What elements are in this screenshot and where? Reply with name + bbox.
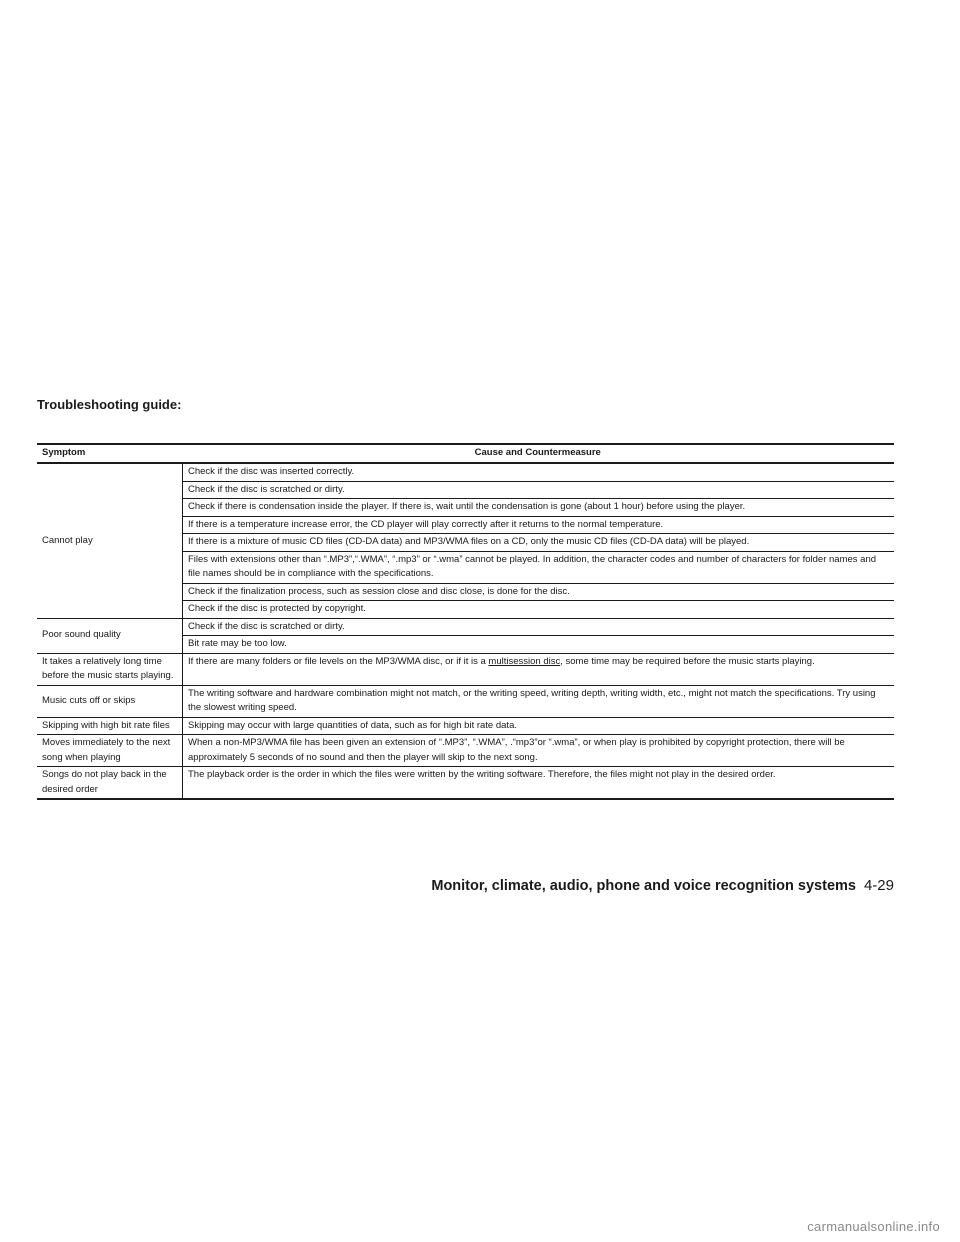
cause-cell: If there is a mixture of music CD files (CD-DA data) and MP3/WMA files on a CD, only the music CD files (CD-DA data) will be played. <box>183 534 895 552</box>
cause-cell: Skipping may occur with large quantities of data, such as for high bit rate data. <box>183 717 895 735</box>
troubleshooting-table <box>37 443 894 800</box>
table-row <box>37 717 894 735</box>
table-row <box>37 735 894 767</box>
symptom-cell: Poor sound quality <box>37 618 183 653</box>
symptom-column-header: Symptom <box>37 444 183 463</box>
watermark: carmanualsonline.info <box>807 1219 940 1234</box>
cause-text: If there are many folders or file levels on the MP3/WMA disc, or if it is a <box>188 655 489 667</box>
footer-title: Monitor, climate, audio, phone and voice recognition systems <box>431 878 856 894</box>
cause-cell <box>183 653 895 685</box>
table-row <box>37 685 894 717</box>
cause-cell: The writing software and hardware combination might not match, or the writing speed, writing depth, writing width, etc., might not match the specifications. Try using the slowest writing speed. <box>183 685 895 717</box>
table-row <box>37 767 894 800</box>
cause-cell: Check if the disc is protected by copyright. <box>183 601 895 619</box>
symptom-cell: Music cuts off or skips <box>37 685 183 717</box>
cause-cell: Check if the finalization process, such as session close and disc close, is done for the disc. <box>183 583 895 601</box>
cause-cell: Files with extensions other than “.MP3”,“.WMA”, “.mp3” or “.wma” cannot be played. In addition, the character codes and number of characters for folder names and file names should be in compliance with the specifications. <box>183 551 895 583</box>
symptom-cell: It takes a relatively long time before the music starts playing. <box>37 653 183 685</box>
cause-cell: Check if the disc is scratched or dirty. <box>183 481 895 499</box>
cause-cell: The playback order is the order in which the files were written by the writing software. Therefore, the files might not play in the desired order. <box>183 767 895 800</box>
cause-cell: Check if the disc is scratched or dirty. <box>183 618 895 636</box>
cause-cell: Check if the disc was inserted correctly. <box>183 463 895 481</box>
symptom-cell: Cannot play <box>37 463 183 618</box>
cause-cell: If there is a temperature increase error, the CD player will play correctly after it returns to the normal temperature. <box>183 516 895 534</box>
symptom-cell: Skipping with high bit rate files <box>37 717 183 735</box>
page-footer <box>431 877 894 894</box>
multisession-disc-term: multisession disc <box>488 655 561 667</box>
symptom-cell: Songs do not play back in the desired order <box>37 767 183 800</box>
table-row <box>37 618 894 636</box>
table-row <box>37 463 894 481</box>
symptom-cell: Moves immediately to the next song when playing <box>37 735 183 767</box>
table-row <box>37 653 894 685</box>
table-header-row <box>37 444 894 463</box>
section-heading: Troubleshooting guide: <box>37 397 182 412</box>
page-number: 4-29 <box>863 877 894 894</box>
cause-column-header: Cause and Countermeasure <box>183 444 895 463</box>
cause-cell: When a non-MP3/WMA file has been given an extension of “.MP3”, “.WMA”, .“mp3”or “.wma”, or when play is prohibited by copyright protection, there will be approximately 5 seconds of no sound and then the player will skip to the next song. <box>183 735 895 767</box>
cause-text: , some time may be required before the music starts playing. <box>560 655 815 667</box>
cause-cell: Bit rate may be too low. <box>183 636 895 654</box>
cause-cell: Check if there is condensation inside the player. If there is, wait until the condensation is gone (about 1 hour) before using the player. <box>183 499 895 517</box>
